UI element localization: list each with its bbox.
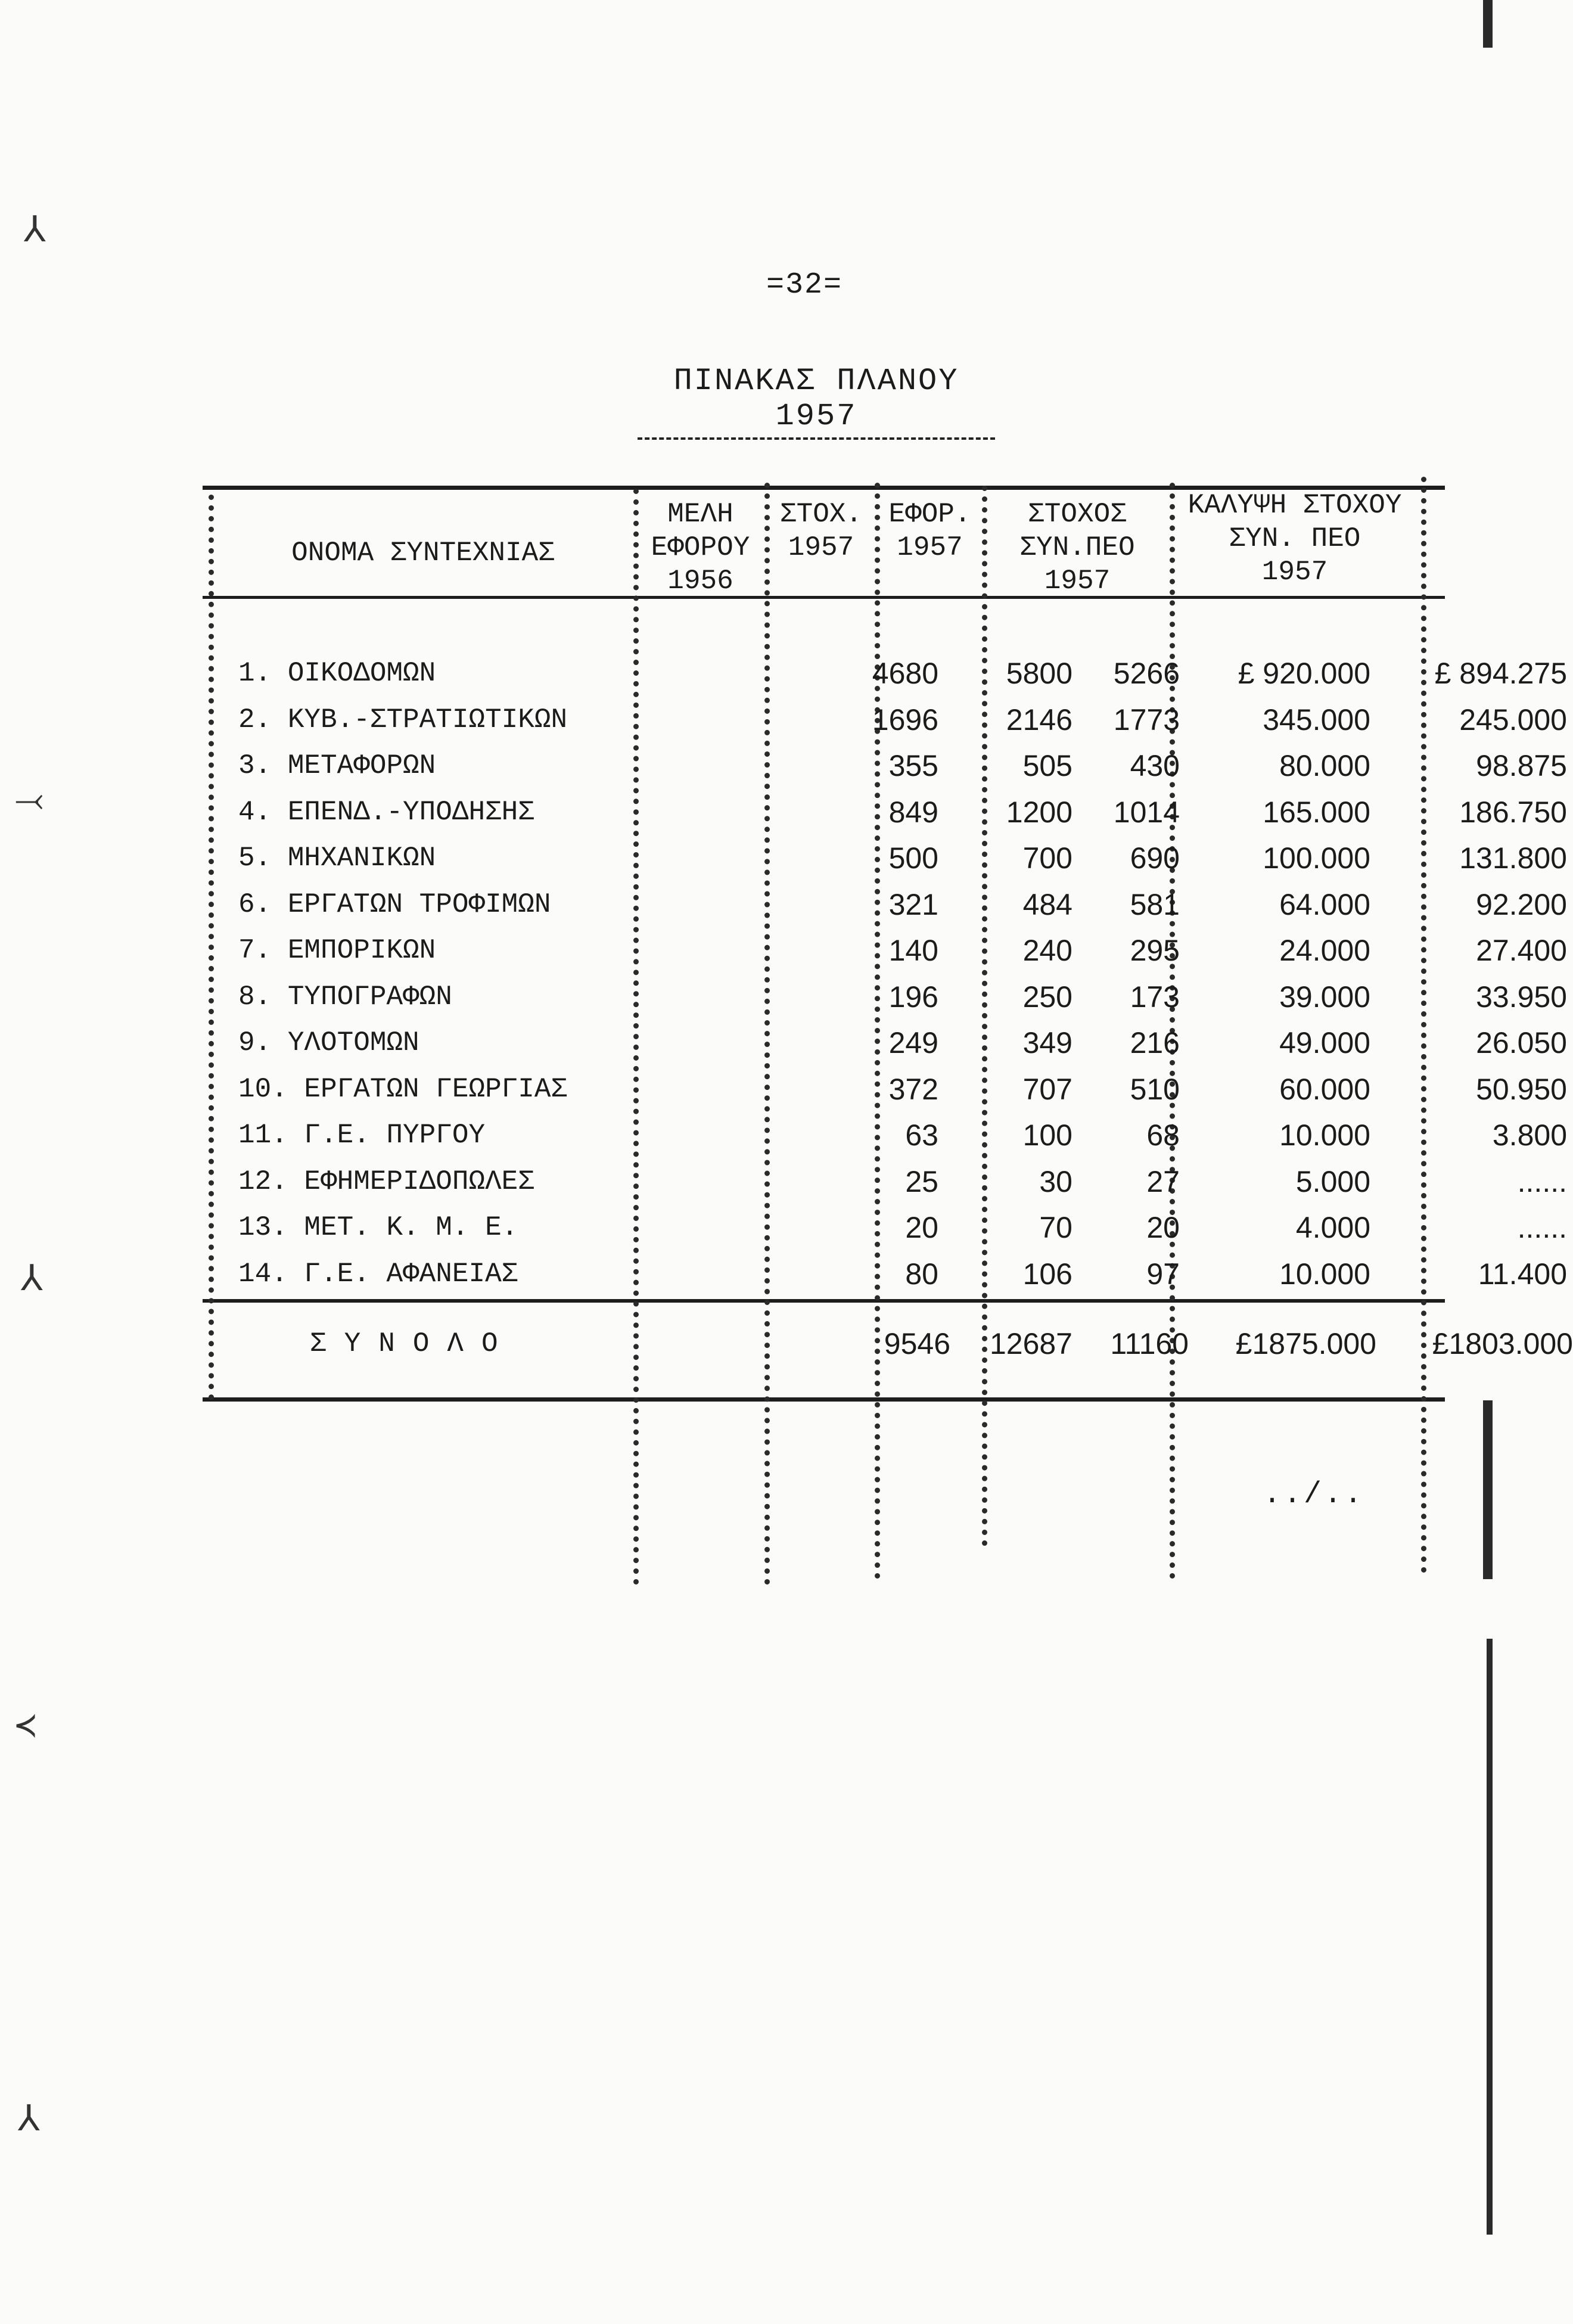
cell-name: 13. ΜΕΤ. Κ. Μ. Ε. [238, 1212, 518, 1243]
cell-target: 30 [1039, 1164, 1072, 1198]
cell-coverage: 33.950 [1476, 980, 1567, 1014]
scan-edge-strip [1487, 1639, 1493, 2235]
cell-target-peo: 49.000 [1279, 1026, 1370, 1060]
total-target: 12687 [989, 1327, 1072, 1360]
cell-target-peo: 345.000 [1263, 703, 1370, 737]
cell-members: 849 [888, 795, 938, 829]
cell-name: 1. ΟΙΚΟΔΟΜΩΝ [238, 658, 436, 689]
cell-ephor: 510 [1130, 1072, 1180, 1106]
cell-target-peo: 64.000 [1279, 887, 1370, 921]
cell-members: 372 [888, 1072, 938, 1106]
cell-name: 7. ΕΜΠΟΡΙΚΩΝ [238, 935, 436, 966]
table-row [203, 1161, 1567, 1203]
punch-mark-icon: ⅄ [21, 1261, 43, 1301]
cell-target-peo: 5.000 [1295, 1164, 1370, 1198]
punch-mark-icon: ⅄ [24, 212, 46, 253]
cell-ephor: 1773 [1113, 703, 1180, 737]
cell-target: 5800 [1006, 657, 1072, 690]
cell-ephor: 68 [1146, 1118, 1180, 1152]
cell-target: 700 [1022, 841, 1072, 875]
header-coverage: ΚΑΛΥΨΗ ΣΤΟΧΟΥ ΣΥΝ. ΠΕΟ 1957 [1187, 490, 1402, 588]
table-header-rule [203, 596, 1445, 599]
cell-ephor: 581 [1130, 887, 1180, 921]
cell-ephor: 430 [1130, 749, 1180, 782]
scan-edge-strip [1483, 1400, 1493, 1579]
cell-name: 9. ΥΛΟΤΟΜΩΝ [238, 1027, 419, 1058]
table-row [203, 976, 1567, 1018]
cell-target: 349 [1022, 1026, 1072, 1060]
cell-target-peo: 60.000 [1279, 1072, 1370, 1106]
scan-edge-strip [1483, 0, 1493, 48]
punch-mark-icon: ⤙ [15, 782, 43, 822]
table-row [203, 1114, 1567, 1156]
cell-name: 3. ΜΕΤΑΦΟΡΩΝ [238, 750, 436, 781]
table-total-row [203, 1317, 1573, 1371]
cell-members: 140 [888, 934, 938, 967]
table-row [203, 1253, 1567, 1295]
continuation-mark: ../.. [1263, 1478, 1365, 1512]
header-name: ΟΝΟΜΑ ΣΥΝΤΕΧΝΙΑΣ [291, 537, 555, 568]
cell-target: 100 [1022, 1118, 1072, 1152]
table-row [203, 1068, 1567, 1110]
cell-members: 80 [905, 1257, 938, 1291]
cell-name: 5. ΜΗΧΑΝΙΚΩΝ [238, 843, 436, 874]
cell-coverage: 3.800 [1492, 1118, 1567, 1152]
header-target: ΣΤΟΧ. 1957 [779, 499, 863, 563]
cell-name: 10. ΕΡΓΑΤΩΝ ΓΕΩΡΓΙΑΣ [238, 1073, 568, 1105]
cell-ephor: 5266 [1113, 657, 1180, 690]
cell-ephor: 27 [1146, 1164, 1180, 1198]
cell-target: 70 [1039, 1211, 1072, 1244]
cell-target: 707 [1022, 1072, 1072, 1106]
cell-name: 8. ΤΥΠΟΓΡΑΦΩΝ [238, 981, 452, 1012]
table-row [203, 791, 1567, 833]
cell-target: 250 [1022, 980, 1072, 1014]
cell-members: 1696 [872, 703, 938, 737]
table-row [203, 1022, 1567, 1064]
table-row [203, 699, 1567, 741]
cell-coverage: £ 894.275 [1434, 657, 1567, 690]
cell-target: 505 [1022, 749, 1072, 782]
total-members: 9546 [884, 1327, 950, 1360]
cell-coverage: 92.200 [1476, 887, 1567, 921]
cell-coverage: 27.400 [1476, 934, 1567, 967]
table-total-rule [203, 1299, 1445, 1303]
cell-target-peo: £ 920.000 [1238, 657, 1370, 690]
cell-members: 249 [888, 1026, 938, 1060]
cell-members: 4680 [872, 657, 938, 690]
page-title: ΠΙΝΑΚΑΣ ΠΛΑΝΟΥ 1957 [638, 363, 995, 440]
cell-members: 355 [888, 749, 938, 782]
cell-coverage: ...... [1517, 1211, 1567, 1244]
total-ephor: 11160 [1110, 1327, 1189, 1360]
cell-name: 4. ΕΠΕΝΔ.-ΥΠΟΔΗΣΗΣ [238, 796, 534, 828]
cell-name: 6. ΕΡΓΑΤΩΝ ΤΡΟΦΙΜΩΝ [238, 888, 551, 920]
header-target-peo: ΣΤΟΧΟΣ ΣΥΝ.ΠΕΟ 1957 [1019, 499, 1135, 596]
cell-target-peo: 165.000 [1263, 795, 1370, 829]
cell-target: 2146 [1006, 703, 1072, 737]
cell-coverage: ...... [1517, 1164, 1567, 1198]
total-coverage: £1803.000 [1432, 1327, 1573, 1360]
cell-target-peo: 10.000 [1279, 1118, 1370, 1152]
cell-members: 63 [905, 1118, 938, 1152]
cell-coverage: 11.400 [1478, 1257, 1567, 1291]
cell-ephor: 1014 [1113, 795, 1180, 829]
header-ephor: ΕΦΟΡ. 1957 [888, 499, 971, 563]
punch-mark-icon: ⅄ [18, 2101, 40, 2142]
cell-ephor: 20 [1146, 1211, 1180, 1244]
cell-members: 196 [888, 980, 938, 1014]
cell-target: 106 [1022, 1257, 1072, 1291]
cell-target: 1200 [1006, 795, 1072, 829]
cell-name: 2. ΚΥΒ.-ΣΤΡΑΤΙΩΤΙΚΩΝ [238, 704, 568, 735]
table-row [203, 1207, 1567, 1248]
cell-ephor: 216 [1130, 1026, 1180, 1060]
cell-ephor: 690 [1130, 841, 1180, 875]
cell-coverage: 50.950 [1476, 1072, 1567, 1106]
cell-members: 25 [905, 1164, 938, 1198]
cell-coverage: 98.875 [1476, 749, 1567, 782]
cell-target-peo: 10.000 [1279, 1257, 1370, 1291]
cell-target-peo: 39.000 [1279, 980, 1370, 1014]
page-number: =32= [766, 268, 843, 302]
cell-name: 11. Γ.Ε. ΠΥΡΓΟΥ [238, 1120, 486, 1151]
cell-ephor: 97 [1146, 1257, 1180, 1291]
cell-target: 484 [1022, 887, 1072, 921]
cell-members: 20 [905, 1211, 938, 1244]
cell-name: 14. Γ.Ε. ΑΦΑΝΕΙΑΣ [238, 1258, 518, 1290]
cell-members: 321 [888, 887, 938, 921]
header-members: ΜΕΛΗ ΕΦΟΡΟΥ 1956 [651, 499, 750, 596]
cell-ephor: 295 [1130, 934, 1180, 967]
cell-coverage: 26.050 [1476, 1026, 1567, 1060]
cell-target-peo: 80.000 [1279, 749, 1370, 782]
table-row [203, 653, 1567, 694]
cell-target: 240 [1022, 934, 1072, 967]
cell-target-peo: 24.000 [1279, 934, 1370, 967]
table-bottom-rule [203, 1397, 1445, 1402]
cell-members: 500 [888, 841, 938, 875]
cell-coverage: 186.750 [1459, 795, 1567, 829]
total-target-peo: £1875.000 [1235, 1327, 1376, 1360]
table-row [203, 837, 1567, 879]
table-row [203, 930, 1567, 971]
cell-coverage: 131.800 [1459, 841, 1567, 875]
cell-target-peo: 4.000 [1295, 1211, 1370, 1244]
cell-coverage: 245.000 [1459, 703, 1567, 737]
cell-name: 12. ΕΦΗΜΕΡΙΔΟΠΩΛΕΣ [238, 1166, 534, 1197]
punch-mark-icon: ≺ [15, 1708, 37, 1748]
table-row [203, 884, 1567, 925]
cell-target-peo: 100.000 [1263, 841, 1370, 875]
table-row [203, 745, 1567, 787]
cell-ephor: 173 [1130, 980, 1180, 1014]
total-label: ΣΥΝΟΛΟ [310, 1328, 516, 1359]
